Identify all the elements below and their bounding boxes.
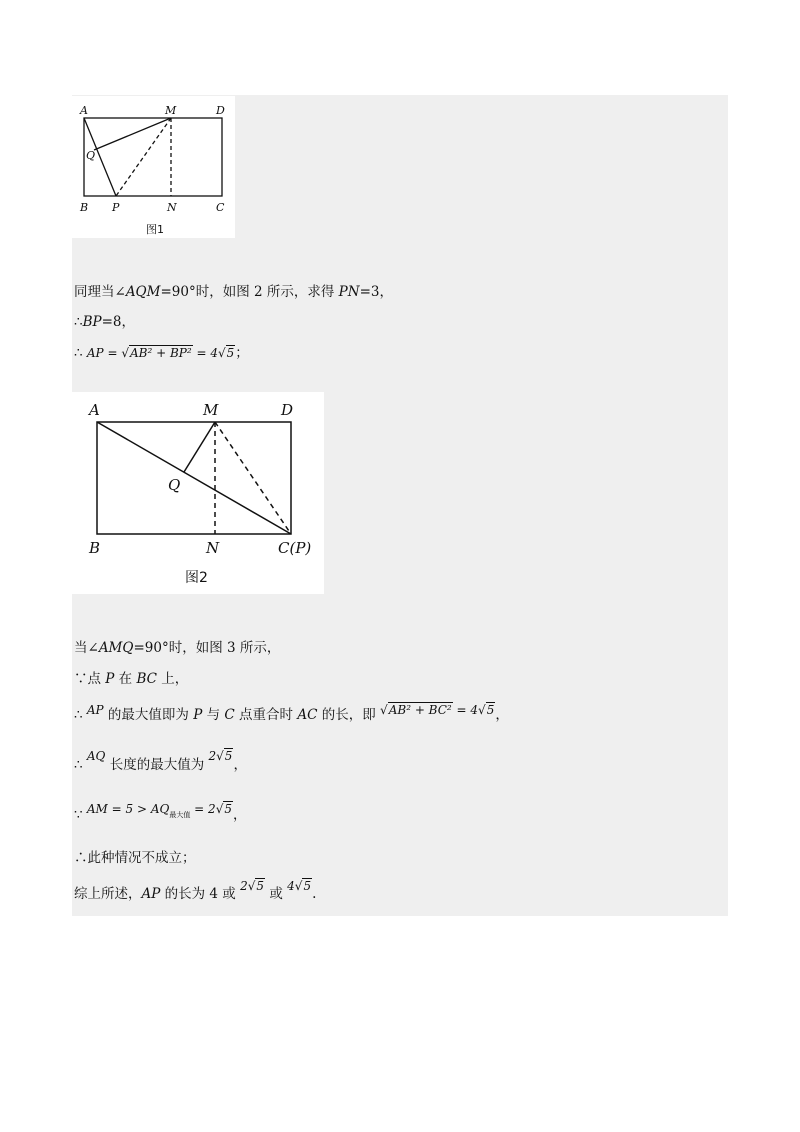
text-line-1: 同理当∠AQM=90°时，如图 2 所示，求得 PN=3， <box>74 284 393 300</box>
rectangle-abcd <box>84 118 222 196</box>
text-line-7: ∴ AQ 长度的最大值为 2√5， <box>74 749 247 773</box>
label-a: A <box>80 104 88 117</box>
segment-mq <box>184 422 215 472</box>
figure-2-diagram <box>72 392 324 594</box>
label-n: N <box>206 539 220 557</box>
text-line-2: ∴BP=8， <box>74 314 136 330</box>
label-b: B <box>80 201 89 214</box>
text-line-10: 综上所述，AP 的长为 4 或 2√5 或 4√5. <box>74 879 317 902</box>
label-p: P <box>112 201 120 214</box>
label-d: D <box>216 104 225 117</box>
label-m: M <box>165 104 177 117</box>
text-line-3: ∴ AP = √AB² + BP² = 4√5； <box>74 345 249 361</box>
text-line-9: ∴此种情况不成立； <box>74 850 196 866</box>
text-line-4: 当∠AMQ=90°时，如图 3 所示， <box>74 640 281 656</box>
label-n: N <box>167 201 177 214</box>
segment-mc <box>215 422 291 534</box>
text-line-5: ∵点 P 在 BC 上， <box>74 671 189 687</box>
segment-qm <box>94 118 171 150</box>
figure-1-diagram <box>72 96 235 238</box>
label-m: M <box>203 401 219 419</box>
figure-1-caption: 图1 <box>146 223 164 236</box>
figure-1 <box>72 96 235 238</box>
label-cp: C(P) <box>278 539 312 557</box>
label-b: B <box>89 539 101 557</box>
label-q: Q <box>86 149 96 162</box>
text-line-6: ∴ AP 的最大值即为 P 与 C 点重合时 AC 的长，即 √AB² + BC² = 4√5， <box>74 703 509 723</box>
label-d: D <box>281 401 294 419</box>
text-line-8: ∵ AM = 5 > AQ最大值 = 2√5， <box>74 802 247 823</box>
figure-2-caption: 图2 <box>185 570 208 586</box>
label-c: C <box>216 201 225 214</box>
label-q: Q <box>168 476 181 494</box>
label-a: A <box>89 401 100 419</box>
figure-2 <box>72 392 324 594</box>
segment-ac <box>97 422 291 534</box>
